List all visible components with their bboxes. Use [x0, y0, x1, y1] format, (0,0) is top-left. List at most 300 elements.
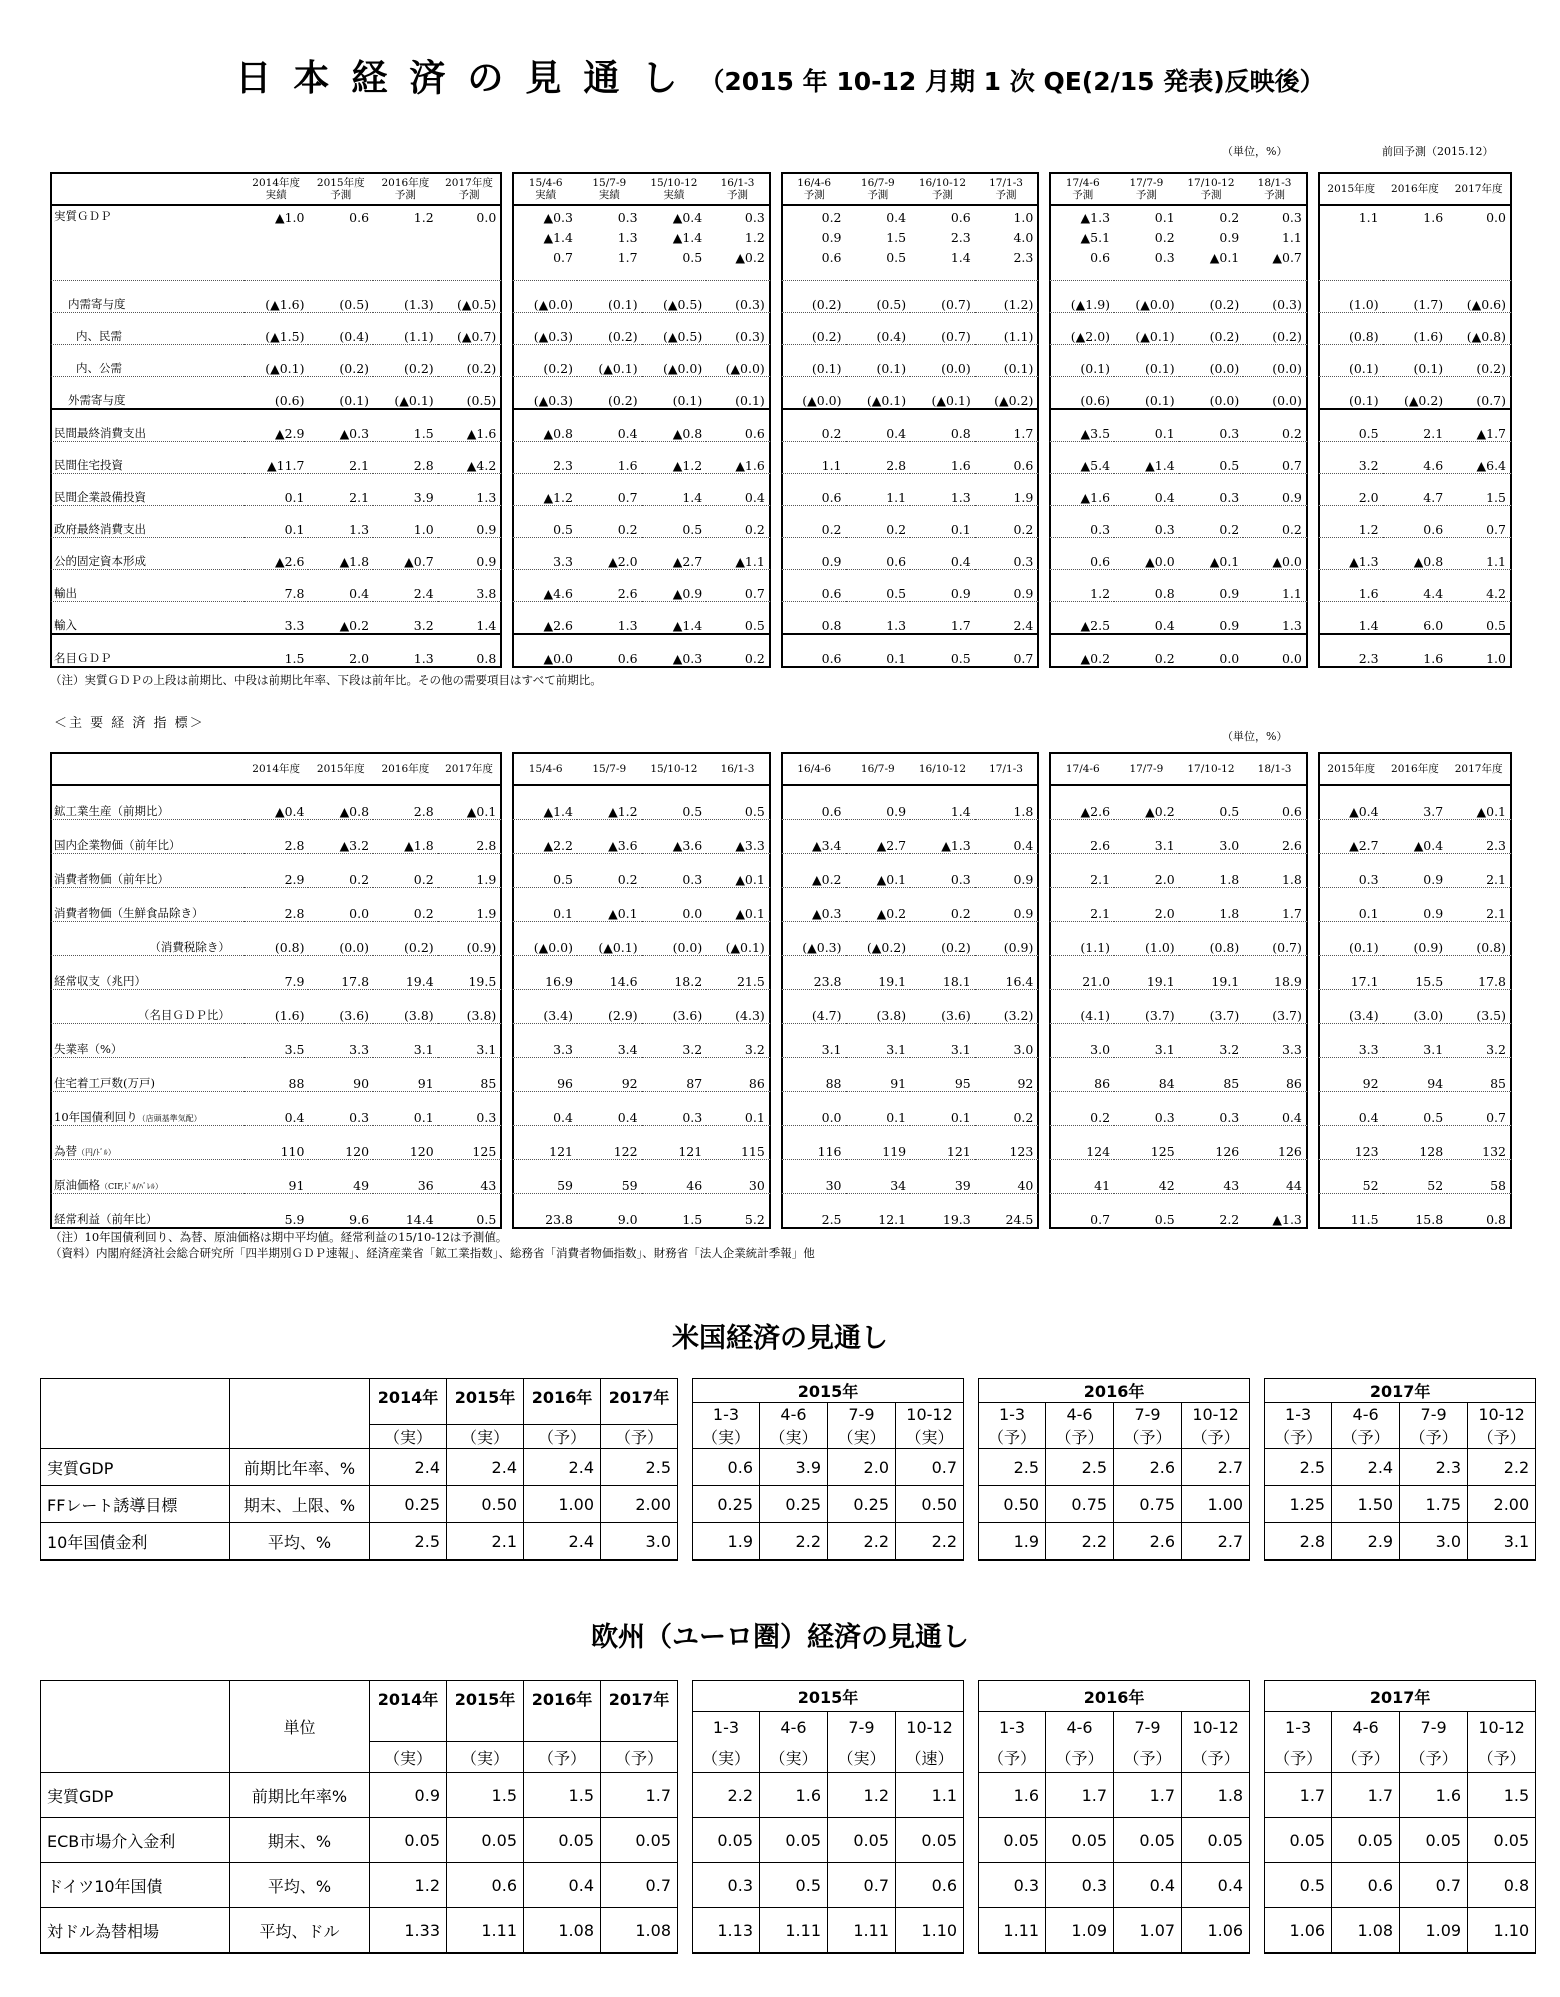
value-cell: 34	[846, 1160, 911, 1194]
quarter-header: 4-6	[1332, 1403, 1400, 1425]
value-cell: 17.8	[1447, 956, 1512, 990]
value-cell: (0.0)	[1243, 345, 1308, 377]
value-cell: 3.3	[512, 1024, 577, 1058]
value-cell: (3.8)	[846, 990, 911, 1024]
value-cell: 19.1	[1114, 956, 1179, 990]
value-cell: 0.2	[373, 888, 438, 922]
annual-value: 2.4	[524, 1449, 601, 1486]
row-label	[50, 1194, 244, 1229]
value-cell: 1.5	[373, 410, 438, 442]
value-cell: 1.8	[1179, 888, 1244, 922]
value-cell: (0.1)	[642, 377, 707, 410]
quarter-value: 0.05	[1182, 1818, 1250, 1863]
value-cell: 0.6	[846, 538, 911, 570]
header-status: 予測	[995, 189, 1017, 201]
value-cell: 2.4	[975, 602, 1040, 635]
row-label	[50, 206, 244, 281]
value-cell: (3.6)	[308, 990, 373, 1024]
quarter-value: 2.2	[760, 1523, 828, 1561]
value-cell: (0.2)	[1179, 313, 1244, 345]
quarter-status: （実）	[692, 1425, 760, 1449]
value-line: ▲1.3	[1080, 210, 1111, 225]
value-cell: 5.9	[244, 1194, 309, 1229]
quarter-value: 0.05	[1332, 1818, 1400, 1863]
value-cell	[781, 206, 846, 281]
value-cell: (0.2)	[1447, 345, 1512, 377]
value-cell: 0.6	[781, 474, 846, 506]
column-header	[846, 172, 911, 206]
value-cell	[910, 206, 975, 281]
header-period: 15/7-9	[592, 177, 627, 189]
column-header	[373, 172, 438, 206]
value-cell: (0.2)	[781, 281, 846, 313]
year-header: 2015年	[447, 1378, 524, 1425]
table-row	[50, 1024, 1512, 1058]
value-cell: (0.8)	[1318, 313, 1383, 345]
quarter-value: 0.05	[692, 1818, 760, 1863]
value-cell: 0.4	[308, 570, 373, 602]
column-header: 16/4-6	[781, 752, 846, 786]
value-cell: (0.2)	[373, 345, 438, 377]
value-cell: 3.1	[846, 1024, 911, 1058]
value-cell: (▲0.0)	[512, 922, 577, 956]
quarter-value: 0.05	[760, 1818, 828, 1863]
annual-value: 1.5	[524, 1773, 601, 1818]
value-cell: (0.8)	[244, 922, 309, 956]
value-cell: 0.0	[1179, 635, 1244, 668]
column-header	[1179, 172, 1244, 206]
quarter-status: （予）	[978, 1742, 1046, 1773]
value-cell	[1243, 206, 1308, 281]
row-label-text: （消費税除き）	[149, 940, 230, 954]
table-row	[40, 1773, 1536, 1818]
value-cell: (0.2)	[308, 345, 373, 377]
value-cell: 40	[975, 1160, 1040, 1194]
value-cell: 23.8	[781, 956, 846, 990]
value-cell: 18.9	[1243, 956, 1308, 990]
value-cell: 1.9	[438, 854, 503, 888]
quarter-value: 1.6	[760, 1773, 828, 1818]
value-cell: 96	[512, 1058, 577, 1092]
value-cell	[244, 206, 309, 281]
table-row	[40, 1486, 1536, 1523]
value-cell: 21.0	[1049, 956, 1114, 990]
header-period: 16/1-3	[720, 177, 755, 189]
table-row	[50, 1092, 1512, 1126]
quarter-value: 1.00	[1182, 1486, 1250, 1523]
value-cell: 0.2	[308, 854, 373, 888]
value-cell: (0.1)	[1049, 345, 1114, 377]
row-label	[50, 474, 244, 506]
value-cell: 121	[910, 1126, 975, 1160]
quarter-value: 0.7	[828, 1863, 896, 1908]
table-row	[50, 410, 1512, 442]
annual-value: 3.0	[601, 1523, 678, 1561]
quarter-value: 1.5	[1468, 1773, 1536, 1818]
value-cell: 0.0	[1243, 635, 1308, 668]
value-cell: 0.2	[1114, 635, 1179, 668]
quarter-value: 2.5	[1264, 1449, 1332, 1486]
value-cell: (0.7)	[1243, 922, 1308, 956]
quarter-status: （予）	[1114, 1742, 1182, 1773]
table-row	[50, 474, 1512, 506]
quarter-value: 1.75	[1400, 1486, 1468, 1523]
row-label	[50, 888, 244, 922]
value-cell: 3.1	[373, 1024, 438, 1058]
value-cell: 91	[373, 1058, 438, 1092]
value-cell: 125	[438, 1126, 503, 1160]
value-line: 1.0	[1013, 210, 1034, 225]
quarter-value: 1.9	[978, 1523, 1046, 1561]
column-header	[706, 172, 771, 206]
table-row	[40, 1818, 1536, 1863]
annual-value: 1.2	[370, 1863, 447, 1908]
value-line: 0.1	[1154, 210, 1175, 225]
quarter-value: 0.75	[1114, 1486, 1182, 1523]
annual-value: 2.00	[601, 1486, 678, 1523]
value-cell: (0.4)	[308, 313, 373, 345]
row-label-text: 民間最終消費支出	[54, 426, 146, 440]
quarter-status: （予）	[1468, 1742, 1536, 1773]
row-label	[50, 410, 244, 442]
row-unit: 前期比年率、%	[230, 1449, 370, 1486]
value-line: ▲1.0	[274, 210, 305, 225]
quarter-value: 0.3	[978, 1863, 1046, 1908]
page-title	[0, 50, 1560, 101]
annual-value: 2.4	[447, 1449, 524, 1486]
value-cell: 0.2	[975, 506, 1040, 538]
year-status: （実）	[370, 1742, 447, 1773]
value-cell: (1.2)	[975, 281, 1040, 313]
column-header: 16/1-3	[706, 752, 771, 786]
year-status: （予）	[524, 1742, 601, 1773]
value-cell: 3.0	[975, 1024, 1040, 1058]
value-cell: (▲0.2)	[975, 377, 1040, 410]
value-cell: 3.1	[1114, 820, 1179, 854]
value-cell: 19.4	[373, 956, 438, 990]
value-cell: 0.5	[1179, 442, 1244, 474]
value-cell: 1.8	[1243, 854, 1308, 888]
us-section-title: 米国経済の見通し	[672, 1323, 888, 1354]
value-line: 1.2	[744, 230, 765, 245]
value-cell: ▲1.7	[1447, 410, 1512, 442]
quarter-value: 2.2	[1046, 1523, 1114, 1561]
value-cell: (▲0.1)	[244, 345, 309, 377]
value-cell	[706, 206, 771, 281]
header-period: 2014年度	[252, 177, 301, 189]
row-label-text: 輸入	[54, 618, 77, 632]
value-cell	[438, 206, 503, 281]
value-cell: 1.2	[1318, 506, 1383, 538]
table-row	[50, 888, 1512, 922]
value-cell: (▲0.1)	[577, 922, 642, 956]
value-cell: 18.1	[910, 956, 975, 990]
value-cell: 17.1	[1318, 956, 1383, 990]
value-cell: ▲0.8	[1383, 538, 1448, 570]
quarter-value: 0.05	[896, 1818, 964, 1863]
quarter-value: 2.2	[692, 1773, 760, 1818]
value-cell: (0.9)	[975, 922, 1040, 956]
value-cell: 3.5	[244, 1024, 309, 1058]
table-row	[50, 313, 1512, 345]
quarter-value: 2.0	[828, 1449, 896, 1486]
value-cell: (3.0)	[1383, 990, 1448, 1024]
value-cell: 0.2	[1179, 506, 1244, 538]
value-cell: 0.6	[975, 442, 1040, 474]
quarter-status: （速）	[896, 1742, 964, 1773]
value-cell: 59	[512, 1160, 577, 1194]
value-cell: 0.2	[975, 1092, 1040, 1126]
value-cell: 0.7	[975, 635, 1040, 668]
value-cell: 44	[1243, 1160, 1308, 1194]
column-header	[781, 172, 846, 206]
value-cell: (0.1)	[846, 345, 911, 377]
value-cell: 0.5	[910, 635, 975, 668]
annual-value: 0.9	[370, 1773, 447, 1818]
value-cell: 0.6	[781, 635, 846, 668]
row-label	[50, 786, 244, 820]
value-cell: 46	[642, 1160, 707, 1194]
column-header: 15/4-6	[512, 752, 577, 786]
value-cell: 0.1	[910, 506, 975, 538]
previous-forecast-label: 前回予測（2015.12）	[1382, 145, 1494, 158]
value-cell: ▲1.8	[373, 820, 438, 854]
quarter-status: （予）	[1182, 1425, 1250, 1449]
value-cell: (1.7)	[1383, 281, 1448, 313]
row-unit: 平均、%	[230, 1863, 370, 1908]
value-cell: ▲2.6	[244, 538, 309, 570]
value-cell: 2.3	[1447, 820, 1512, 854]
value-cell: 0.2	[781, 506, 846, 538]
value-cell: (0.1)	[1383, 345, 1448, 377]
row-label-text: 10年国債利回り	[54, 1110, 138, 1124]
value-cell: 1.3	[308, 506, 373, 538]
header-period: 16/4-6	[797, 177, 832, 189]
quarter-status: （予）	[1332, 1425, 1400, 1449]
value-cell: 1.8	[975, 786, 1040, 820]
value-cell: 0.5	[438, 1194, 503, 1229]
header-status: 予測	[394, 189, 416, 201]
value-cell: 49	[308, 1160, 373, 1194]
row-label-text: 国内企業物価（前年比）	[54, 838, 181, 852]
quarter-header: 1-3	[692, 1403, 760, 1425]
header-status: 予測	[330, 189, 352, 201]
value-cell	[1179, 206, 1244, 281]
row-label-text: 原油価格	[54, 1178, 100, 1192]
value-cell: ▲1.2	[512, 474, 577, 506]
column-header: 17/10-12	[1179, 752, 1244, 786]
value-cell: 0.5	[642, 786, 707, 820]
row-label: ドイツ10年国債	[40, 1863, 230, 1908]
value-cell: (▲0.0)	[781, 377, 846, 410]
quarter-value: 0.4	[1182, 1863, 1250, 1908]
year-header: 2016年	[524, 1680, 601, 1742]
value-line: 1.6	[1423, 210, 1444, 225]
value-cell: 0.2	[706, 635, 771, 668]
value-cell: (0.0)	[1179, 377, 1244, 410]
value-cell: 0.5	[1179, 786, 1244, 820]
value-line: ▲0.2	[735, 250, 765, 265]
header-period: 17/4-6	[1065, 177, 1100, 189]
value-cell	[1447, 206, 1512, 281]
value-cell: 0.5	[846, 570, 911, 602]
value-cell: 120	[308, 1126, 373, 1160]
table-row	[50, 377, 1512, 410]
value-cell: 3.2	[373, 602, 438, 635]
value-cell: 6.0	[1383, 602, 1448, 635]
row-label: 10年国債金利	[40, 1523, 230, 1561]
value-cell: (▲0.0)	[706, 345, 771, 377]
quarter-header: 10-12	[1468, 1403, 1536, 1425]
value-line: 0.5	[886, 250, 907, 265]
value-cell: 0.6	[1383, 506, 1448, 538]
value-cell: ▲1.2	[577, 786, 642, 820]
quarter-header: 10-12	[896, 1403, 964, 1425]
value-cell: 0.5	[642, 506, 707, 538]
value-cell: 36	[373, 1160, 438, 1194]
quarter-value: 2.3	[1400, 1449, 1468, 1486]
header-label-blank	[40, 1680, 230, 1773]
value-cell: 0.6	[706, 410, 771, 442]
table-row	[50, 442, 1512, 474]
value-cell: 3.1	[438, 1024, 503, 1058]
row-label-text: 消費者物価（前年比）	[54, 872, 169, 886]
row-unit: 前期比年率%	[230, 1773, 370, 1818]
value-cell: 0.4	[975, 820, 1040, 854]
header-status: 予測	[1264, 189, 1286, 201]
quarter-header: 7-9	[1400, 1403, 1468, 1425]
value-cell: (0.2)	[577, 313, 642, 345]
value-cell: (0.0)	[1243, 377, 1308, 410]
value-cell: 12.1	[846, 1194, 911, 1229]
value-cell: 0.5	[512, 506, 577, 538]
value-line: ▲0.3	[543, 210, 573, 225]
value-cell: 0.9	[846, 786, 911, 820]
unit-label-indicators: （単位，%）	[1222, 730, 1288, 743]
indicators-heading: ＜主 要 経 済 指 標＞	[54, 716, 205, 731]
quarter-value: 1.1	[896, 1773, 964, 1818]
row-label-text: 内需寄与度	[68, 297, 126, 311]
annual-value: 1.11	[447, 1908, 524, 1954]
quarter-value: 2.5	[978, 1449, 1046, 1486]
value-cell: (0.0)	[642, 922, 707, 956]
value-line: 0.3	[744, 210, 765, 225]
value-cell: ▲1.1	[706, 538, 771, 570]
value-cell: ▲3.4	[781, 820, 846, 854]
value-cell: 1.6	[1383, 635, 1448, 668]
value-cell: 7.8	[244, 570, 309, 602]
value-cell: 124	[1049, 1126, 1114, 1160]
value-cell: 0.4	[910, 538, 975, 570]
value-cell: 9.0	[577, 1194, 642, 1229]
year-header: 2017年	[601, 1680, 678, 1742]
row-label	[50, 345, 244, 377]
value-cell: 0.6	[1049, 538, 1114, 570]
value-cell: 0.6	[1243, 786, 1308, 820]
value-cell: 2.8	[373, 786, 438, 820]
value-line: 0.6	[821, 250, 842, 265]
value-cell: (0.0)	[1179, 345, 1244, 377]
value-cell: (0.2)	[438, 345, 503, 377]
value-line: 0.5	[682, 250, 703, 265]
row-label-text: 実質ＧＤＰ	[54, 209, 112, 223]
quarter-header: 7-9	[828, 1712, 896, 1742]
table-row	[50, 820, 1512, 854]
value-cell: (3.7)	[1114, 990, 1179, 1024]
row-label	[50, 602, 244, 635]
value-cell: 2.0	[1318, 474, 1383, 506]
value-cell: 91	[846, 1058, 911, 1092]
quarter-value: 1.06	[1264, 1908, 1332, 1954]
value-line: 1.1	[1358, 210, 1379, 225]
column-header: 2014年度	[244, 752, 309, 786]
value-cell: (0.0)	[308, 922, 373, 956]
value-cell: 1.3	[577, 602, 642, 635]
value-cell: 3.1	[910, 1024, 975, 1058]
value-cell: 88	[244, 1058, 309, 1092]
value-cell: (0.3)	[706, 313, 771, 345]
value-line: 4.0	[1013, 230, 1034, 245]
value-cell: 2.6	[1243, 820, 1308, 854]
value-cell: 0.7	[1447, 1092, 1512, 1126]
group-year-header: 2017年	[1264, 1680, 1536, 1712]
annual-value: 0.6	[447, 1863, 524, 1908]
value-cell: 3.1	[1114, 1024, 1179, 1058]
row-unit: 平均、ドル	[230, 1908, 370, 1954]
quarter-status: （予）	[1264, 1425, 1332, 1449]
value-cell: (▲1.6)	[244, 281, 309, 313]
value-cell: 3.1	[781, 1024, 846, 1058]
value-cell: (0.1)	[781, 345, 846, 377]
quarter-value: 0.05	[1046, 1818, 1114, 1863]
value-cell: 3.9	[373, 474, 438, 506]
value-cell: 2.8	[846, 442, 911, 474]
value-cell: ▲1.8	[308, 538, 373, 570]
quarter-value: 1.7	[1046, 1773, 1114, 1818]
value-cell: 16.4	[975, 956, 1040, 990]
value-cell: (4.1)	[1049, 990, 1114, 1024]
header-period: 16/7-9	[860, 177, 895, 189]
annual-value: 0.05	[447, 1818, 524, 1863]
quarter-header: 7-9	[1400, 1712, 1468, 1742]
value-cell: 0.3	[642, 1092, 707, 1126]
value-line: 0.6	[1090, 250, 1111, 265]
value-cell: ▲0.0	[512, 635, 577, 668]
value-cell: 0.9	[1179, 602, 1244, 635]
quarter-header: 4-6	[760, 1712, 828, 1742]
row-label	[50, 956, 244, 990]
quarter-value: 2.8	[1264, 1523, 1332, 1561]
row-label-text: 為替	[54, 1144, 77, 1158]
row-label	[50, 1160, 244, 1194]
value-cell: 1.8	[1179, 854, 1244, 888]
quarter-header: 1-3	[692, 1712, 760, 1742]
value-cell: 0.5	[512, 854, 577, 888]
annual-value: 1.08	[601, 1908, 678, 1954]
eu-section-title: 欧州（ユーロ圏）経済の見通し	[591, 1622, 969, 1653]
header-status: 予測	[727, 189, 748, 201]
value-cell: 0.9	[910, 570, 975, 602]
value-cell: (1.6)	[1383, 313, 1448, 345]
value-cell: ▲4.6	[512, 570, 577, 602]
value-cell: (3.6)	[642, 990, 707, 1024]
value-cell: (0.1)	[577, 281, 642, 313]
column-header	[1318, 172, 1383, 206]
value-cell: 0.4	[706, 474, 771, 506]
value-cell: 123	[975, 1126, 1040, 1160]
value-cell: ▲1.4	[1114, 442, 1179, 474]
value-cell: 85	[1447, 1058, 1512, 1092]
